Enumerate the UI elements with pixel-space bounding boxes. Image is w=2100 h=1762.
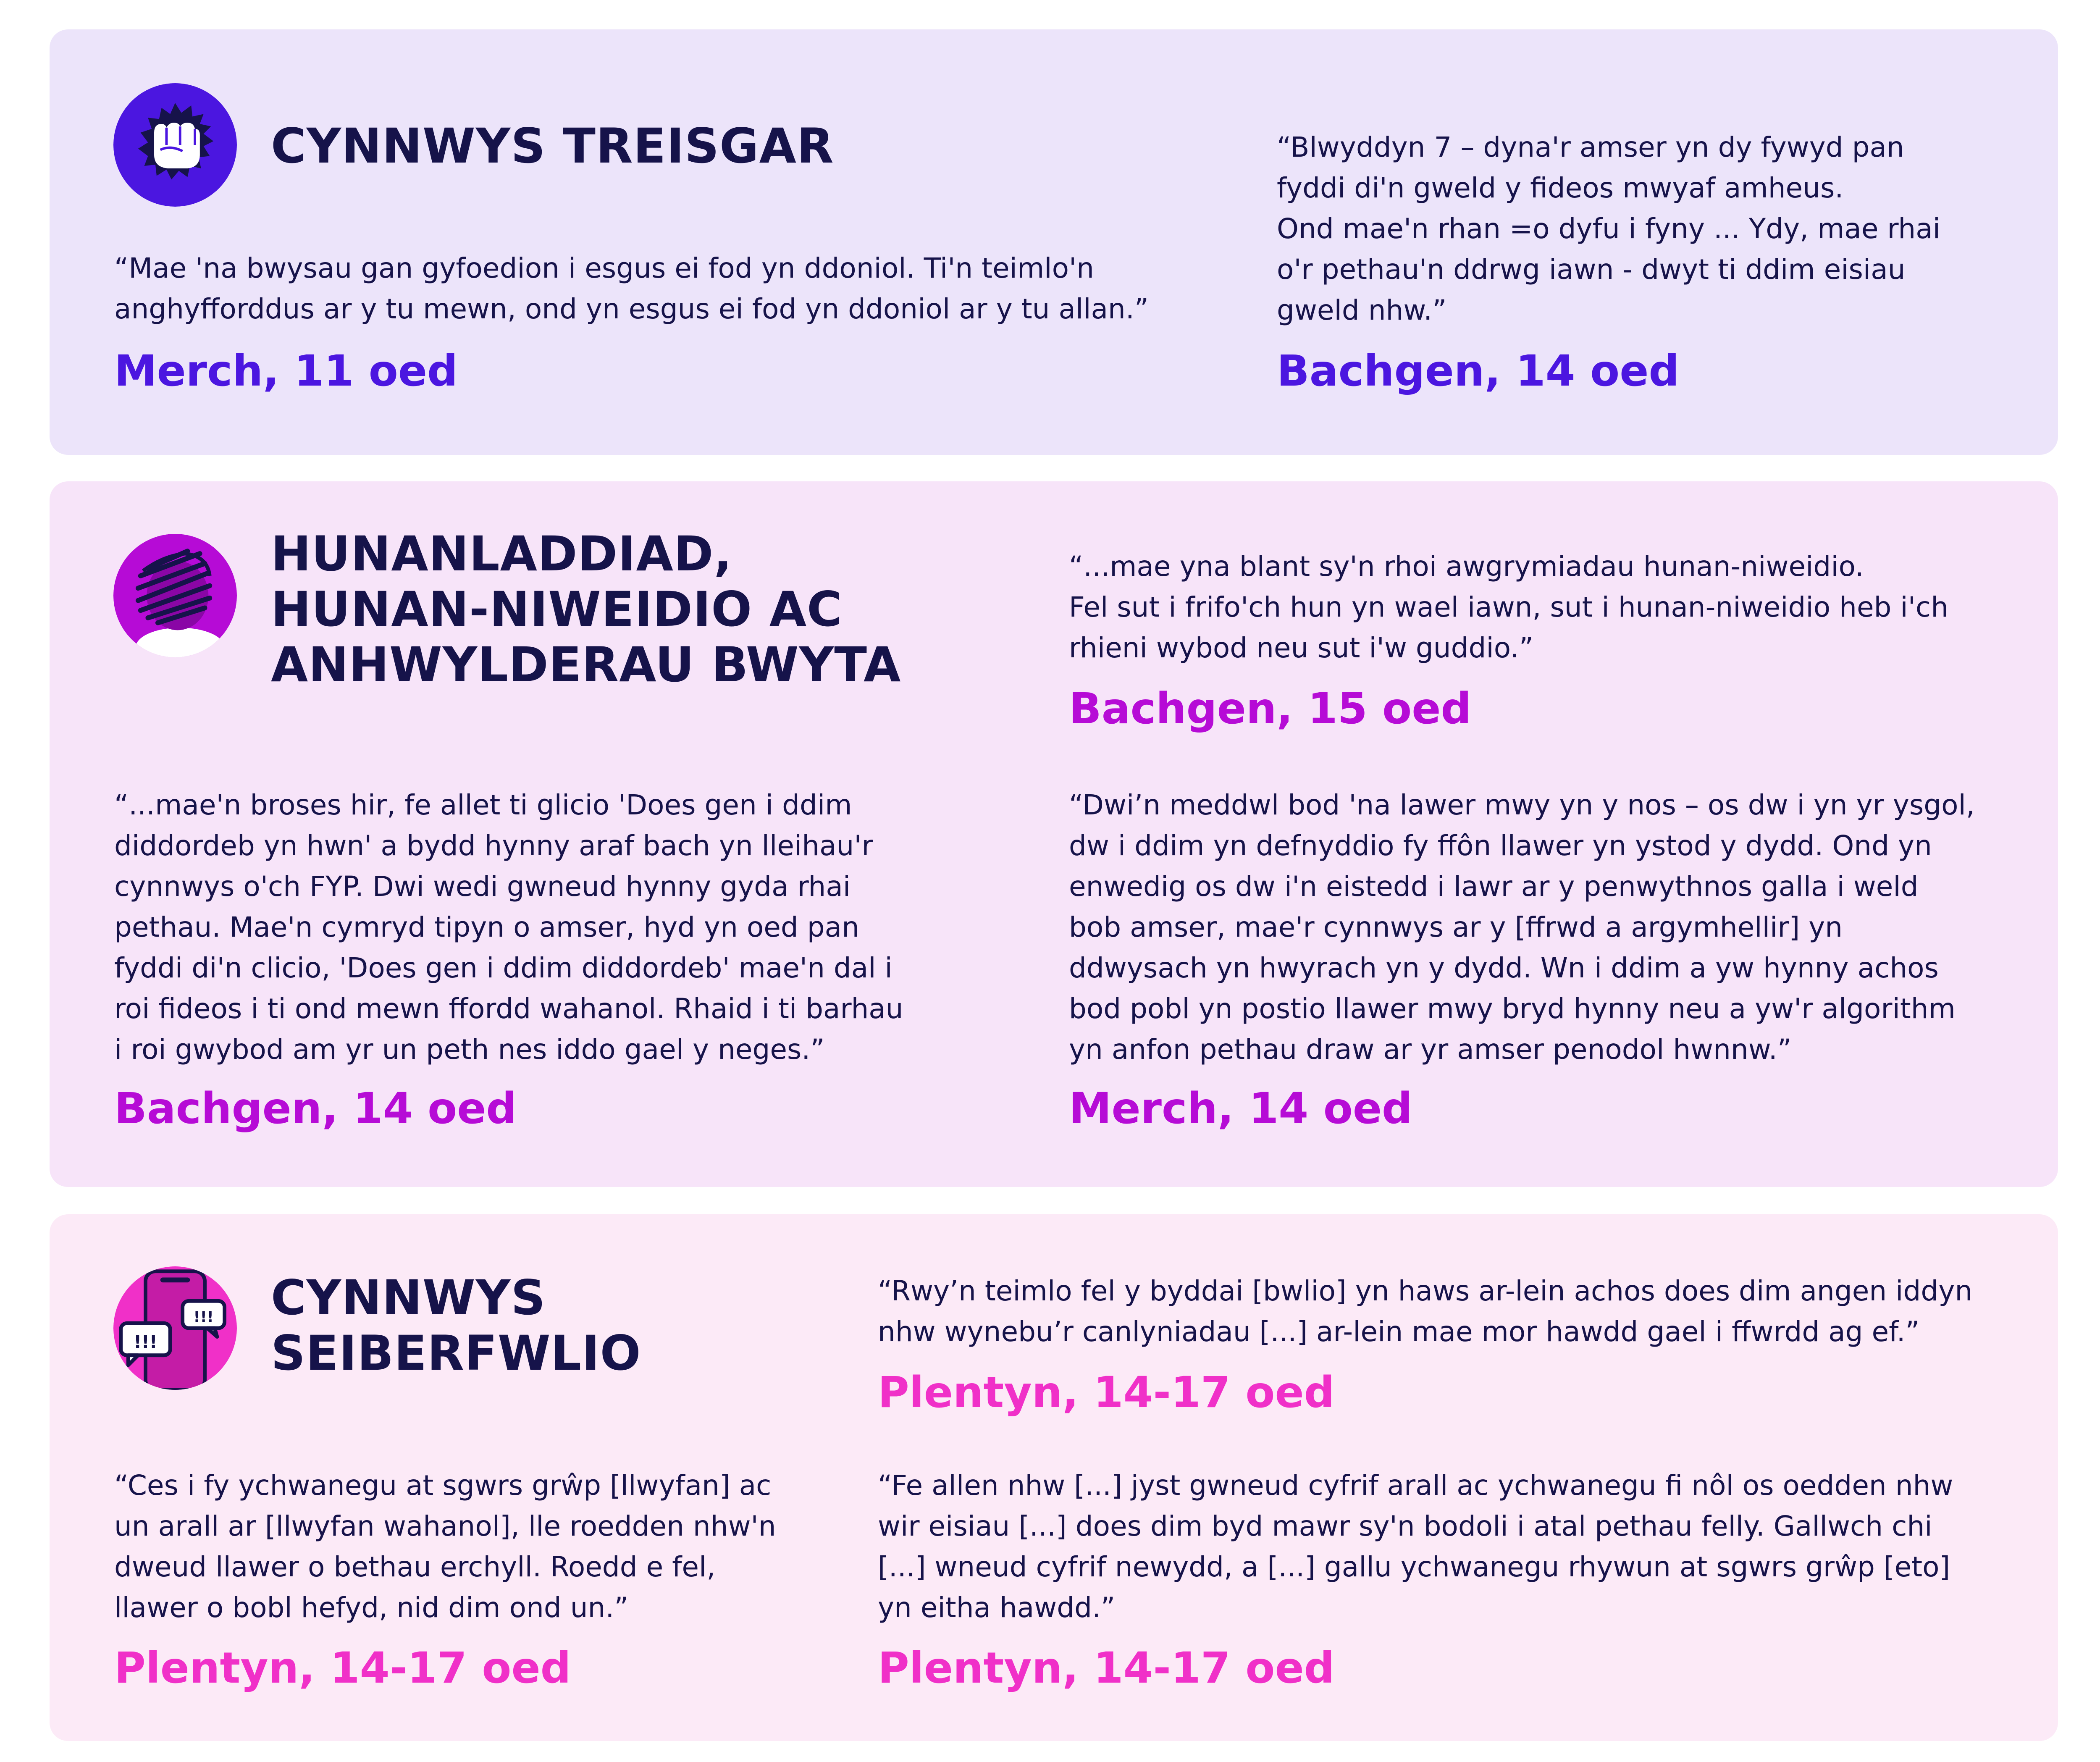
quote-text: “...mae'n broses hir, fe allet ti glicio 'Does gen i ddim diddordeb yn hwn' a bydd hynny araf bach yn lleihau'r cynnwys o'ch FYP. Dwi wedi gwneud hynny gyda rhai pethau. Mae'n cymryd tipyn o amser, hyd yn oed pan fyddi di'n clicio, 'Does gen i ddim diddordeb' mae'n dal i roi fideos i ti ond mewn ffordd wahanol. Rhaid i ti barhau i roi gwybod am yr un peth nes iddo gael y neges.”	[114, 789, 903, 1066]
quote-attribution: Bachgen, 14 oed	[1277, 346, 1680, 396]
scribble-head-icon	[113, 534, 237, 657]
svg-text:!!!: !!!	[193, 1308, 214, 1326]
quote-text: “Rwy’n teimlo fel y byddai [bwlio] yn haws ar-lein achos does dim angen iddyn nhw wynebu’r canlyniadau [...] ar-lein mae mor hawdd gael i ffwrdd ag ef.”	[878, 1275, 1973, 1348]
svg-text:!!!: !!!	[134, 1332, 158, 1352]
quote-text: “Mae 'na bwysau gan gyfoedion i esgus ei fod yn ddoniol. Ti'n teimlo'n anghyfforddus ar y tu mewn, ond yn esgus ei fod yn ddoniol ar y tu allan.”	[114, 252, 1149, 325]
phone-chat-icon	[113, 1266, 237, 1390]
quote-text: “Dwi’n meddwl bod 'na lawer mwy yn y nos – os dw i yn yr ysgol, dw i ddim yn defnyddio fy ffôn llawer yn ystod y dydd. Ond yn enwedig os dw i'n eistedd i lawr ar y penwythnos galla i weld bob amser, mae'r cynnwys ar y [ffrwd a argymhellir] yn ddwysach yn hwyrach yn y dydd. Wn i ddim a yw hynny achos bod pobl yn postio llawer mwy bryd hynny neu a yw'r algorithm yn anfon pethau draw ar yr amser penodol hwnnw.”	[1069, 789, 1975, 1066]
quote-attribution: Plentyn, 14-17 oed	[114, 1643, 571, 1693]
quote-text: “Ces i fy ychwanegu at sgwrs grŵp [llwyfan] ac un arall ar [llwyfan wahanol], lle roedden nhw'n dweud llawer o bethau erchyll. Roedd e fel, llawer o bobl hefyd, nid dim ond un.”	[114, 1469, 776, 1624]
quote-attribution: Plentyn, 14-17 oed	[878, 1643, 1335, 1693]
section-title: CYNNWYS TREISGAR	[271, 118, 834, 174]
section-title: CYNNWYS SEIBERFWLIO	[271, 1270, 641, 1381]
quote-attribution: Merch, 14 oed	[1069, 1084, 1413, 1134]
quote-attribution: Bachgen, 14 oed	[114, 1084, 517, 1134]
section-title: HUNANLADDIAD, HUNAN-NIWEIDIO AC ANHWYLDERAU BWYTA	[271, 526, 901, 693]
quote-attribution: Merch, 11 oed	[114, 346, 458, 396]
quote-text: “...mae yna blant sy'n rhoi awgrymiadau hunan-niweidio. Fel sut i frifo'ch hun yn wael iawn, sut i hunan-niweidio heb i'ch rhieni wybod neu sut i'w guddio.”	[1069, 550, 1949, 664]
fist-icon	[113, 83, 237, 207]
quote-text: “Fe allen nhw [...] jyst gwneud cyfrif arall ac ychwanegu fi nôl os oedden nhw wir eisiau [...] does dim byd mawr sy'n bodoli i atal pethau felly. Gallwch chi [...] wneud cyfrif newydd, a [...] gallu ychwanegu rhywun at sgwrs grŵp [eto] yn eitha hawdd.”	[878, 1469, 1953, 1624]
quote-text: “Blwyddyn 7 – dyna'r amser yn dy fywyd pan fyddi di'n gweld y fideos mwyaf amheus. Ond mae'n rhan =o dyfu i fyny ... Ydy, mae rhai o'r pethau'n ddrwg iawn - dwyt ti ddim eisiau gweld nhw.”	[1277, 131, 1941, 326]
quote-attribution: Plentyn, 14-17 oed	[878, 1368, 1335, 1418]
quote-attribution: Bachgen, 15 oed	[1069, 684, 1472, 734]
